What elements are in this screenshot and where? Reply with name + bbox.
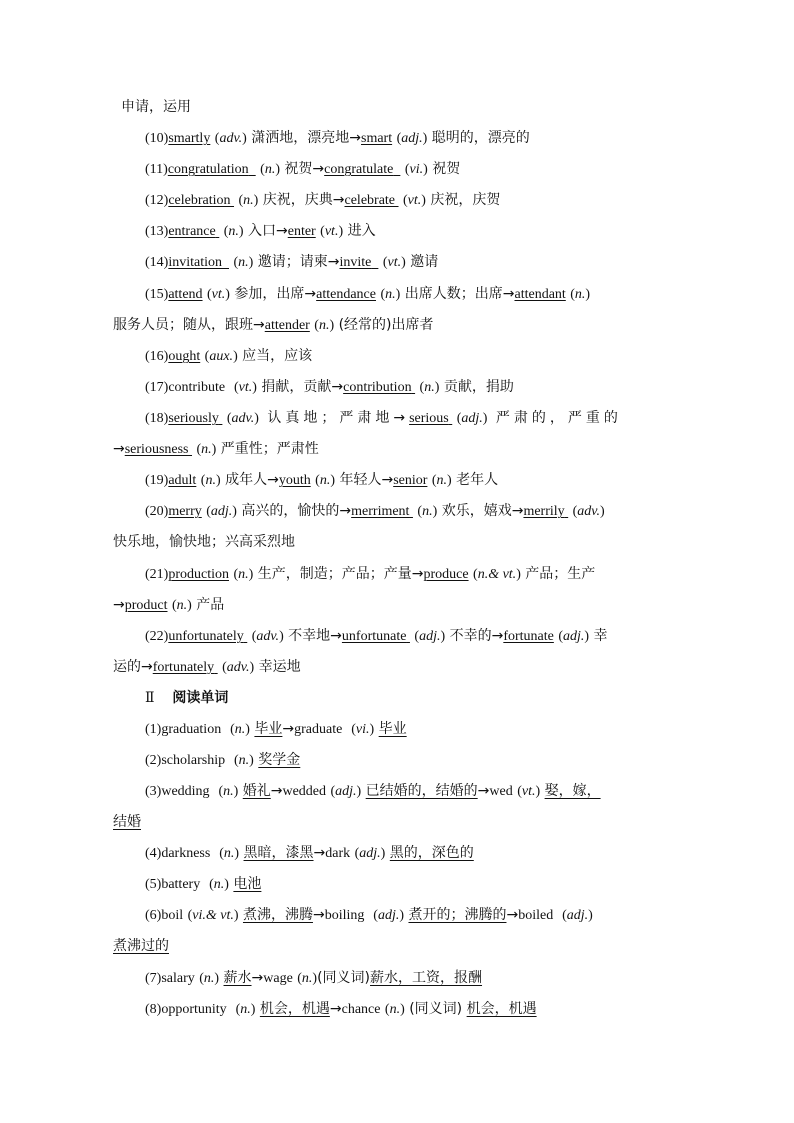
answer-meaning: 薪水 — [223, 970, 252, 986]
reading-entry-1: (1)graduation (n.) 毕业→graduate (vi.) 毕业 — [145, 721, 407, 737]
answer-word: attendant — [514, 287, 566, 302]
answer-word: production — [168, 567, 229, 582]
answer-meaning: 煮开的；沸腾的 — [408, 907, 507, 923]
answer-word: ought — [168, 349, 201, 364]
answer-word: attend — [168, 287, 203, 302]
reading-entry-3: (3)wedding (n.) 婚礼→wedded (adj.) 已结婚的，结婚的→wed (vt.) 娶，嫁， — [145, 783, 601, 799]
answer-word: contribution — [343, 380, 412, 395]
answer-word: product — [124, 598, 168, 613]
reading-entry-8: (8)opportunity (n.) 机会，机遇→chance (n.) (同义词) 机会，机遇 — [145, 1001, 537, 1017]
answer-meaning: 机会，机遇 — [466, 1001, 537, 1017]
answer-word: adult — [168, 473, 197, 488]
answer-meaning: 薪水，工资，报酬 — [370, 970, 483, 986]
answer-word: celebration — [168, 193, 231, 208]
answer-word: fortunate — [503, 629, 554, 644]
answer-word: invitation — [168, 255, 222, 270]
vocab-entry-11: (11)congratulation (n.) 祝贺→congratulate (vi.) 祝贺 — [145, 161, 461, 177]
answer-word: smart — [361, 131, 393, 146]
reading-entry-3-cont — [113, 812, 681, 832]
reading-entry-2: (2)scholarship (n.) 奖学金 — [145, 752, 301, 768]
answer-meaning: 煮沸，沸腾 — [242, 907, 313, 923]
answer-meaning: 娶，嫁， — [544, 783, 601, 799]
answer-word: enter — [287, 224, 316, 239]
answer-word: youth — [278, 473, 311, 488]
reading-entry-4: (4)darkness (n.) 黑暗，漆黑→dark (adj.) 黑的，深色的 — [145, 845, 474, 861]
reading-entry-6: (6)boil (vi.& vt.) 煮沸，沸腾→boiling (adj.) 煮开的；沸腾的→boiled (adj.) — [145, 907, 593, 923]
answer-word: smartly — [168, 131, 211, 146]
answer-word: merry — [168, 504, 202, 519]
answer-word: congratulation — [167, 162, 249, 177]
vocab-entry-22: (22)unfortunately (adv.) 不幸地→unfortunate (adj.) 不幸的→fortunate (adj.) 幸 — [145, 628, 608, 644]
answer-word: entrance — [168, 224, 216, 239]
answer-meaning: 煮沸过的 — [113, 938, 169, 954]
reading-entry-5: (5)battery (n.) 电池 — [145, 876, 262, 892]
answer-word: celebrate — [344, 193, 396, 208]
answer-word: unfortunate — [341, 629, 407, 644]
answer-word: merriment — [351, 504, 410, 519]
vocab-entry-17: (17)contribute (vt.) 捐献，贡献→contribution (n.) 贡献，捐助 — [145, 379, 514, 395]
answer-word: senior — [393, 473, 428, 488]
answer-meaning: 毕业 — [254, 721, 283, 737]
answer-word: fortunately — [152, 660, 215, 675]
answer-word: produce — [423, 567, 469, 582]
vocab-entry-19: (19)adult (n.) 成年人→youth (n.) 年轻人→senior (n.) 老年人 — [145, 472, 499, 488]
vocab-entry-21: (21)production (n.) 生产，制造；产品；产量→produce (n.& vt.) 产品；生产 — [145, 566, 596, 582]
vocab-entry-22-cont: 运的→fortunately (adv.) 幸运地 — [113, 659, 301, 675]
vocab-entry-12: (12)celebration (n.) 庆祝，庆典→celebrate (vt.) 庆祝，庆贺 — [145, 192, 501, 208]
answer-word: merrily — [523, 504, 565, 519]
answer-meaning: 毕业 — [378, 721, 407, 737]
answer-word: seriousness — [124, 442, 189, 457]
vocab-entry-15: (15)attend (vt.) 参加，出席→attendance (n.) 出席人数；出席→attendant (n.) — [145, 286, 591, 302]
answer-word: congratulate — [324, 162, 394, 177]
answer-meaning: 已结婚的，结婚的 — [365, 783, 478, 799]
vocab-entry-21-cont: →product (n.) 产品 — [113, 597, 225, 613]
answer-meaning: 黑的，深色的 — [389, 845, 474, 861]
vocab-entry-20: (20)merry (adj.) 高兴的，愉快的→merriment (n.) 欢乐，嬉戏→merrily (adv.) — [145, 503, 605, 519]
reading-entry-6-cont — [113, 936, 681, 956]
vocab-entry-18-cont: →seriousness (n.) 严重性；严肃性 — [113, 441, 319, 457]
answer-word: unfortunately — [168, 629, 244, 644]
answer-word: attender — [264, 318, 310, 333]
vocab-entry-18: (18)seriously (adv.) 认真地；严肃地→serious (adj.) 严肃的，严重的 — [145, 410, 622, 426]
vocab-entry-14: (14)invitation (n.) 邀请；请柬→invite (vt.) 邀请 — [145, 254, 439, 270]
vocab-entry-15-cont: 服务人员；随从，跟班→attender (n.) (经常的)出席者 — [113, 317, 434, 333]
answer-meaning: 奖学金 — [258, 752, 301, 768]
answer-meaning: 婚礼 — [242, 783, 271, 799]
vocab-entry-13: (13)entrance (n.) 入口→enter (vt.) 进入 — [145, 223, 376, 239]
reading-entry-7: (7)salary (n.) 薪水→wage (n.)(同义词)薪水，工资，报酬 — [145, 970, 483, 986]
answer-word: attendance — [316, 287, 376, 302]
answer-word: seriously — [168, 411, 219, 426]
continuation-line: 申请，运用 — [121, 99, 191, 115]
section-heading: Ⅱ 阅读单词 — [145, 690, 229, 706]
vocab-entry-16: (16)ought (aux.) 应当，应该 — [145, 348, 313, 364]
answer-meaning: 机会，机遇 — [259, 1001, 330, 1017]
answer-meaning: 电池 — [233, 876, 262, 892]
answer-meaning: 黑暗，漆黑 — [243, 845, 314, 861]
answer-word: invite — [339, 255, 372, 270]
vocab-entry-10: (10)smartly (adv.) 潇洒地，漂亮地→smart (adj.) 聪明的，漂亮的 — [145, 130, 530, 146]
answer-word: serious — [409, 411, 449, 426]
vocab-entry-20-cont: 快乐地，愉快地；兴高采烈地 — [113, 534, 295, 550]
answer-meaning: 结婚 — [113, 814, 141, 830]
